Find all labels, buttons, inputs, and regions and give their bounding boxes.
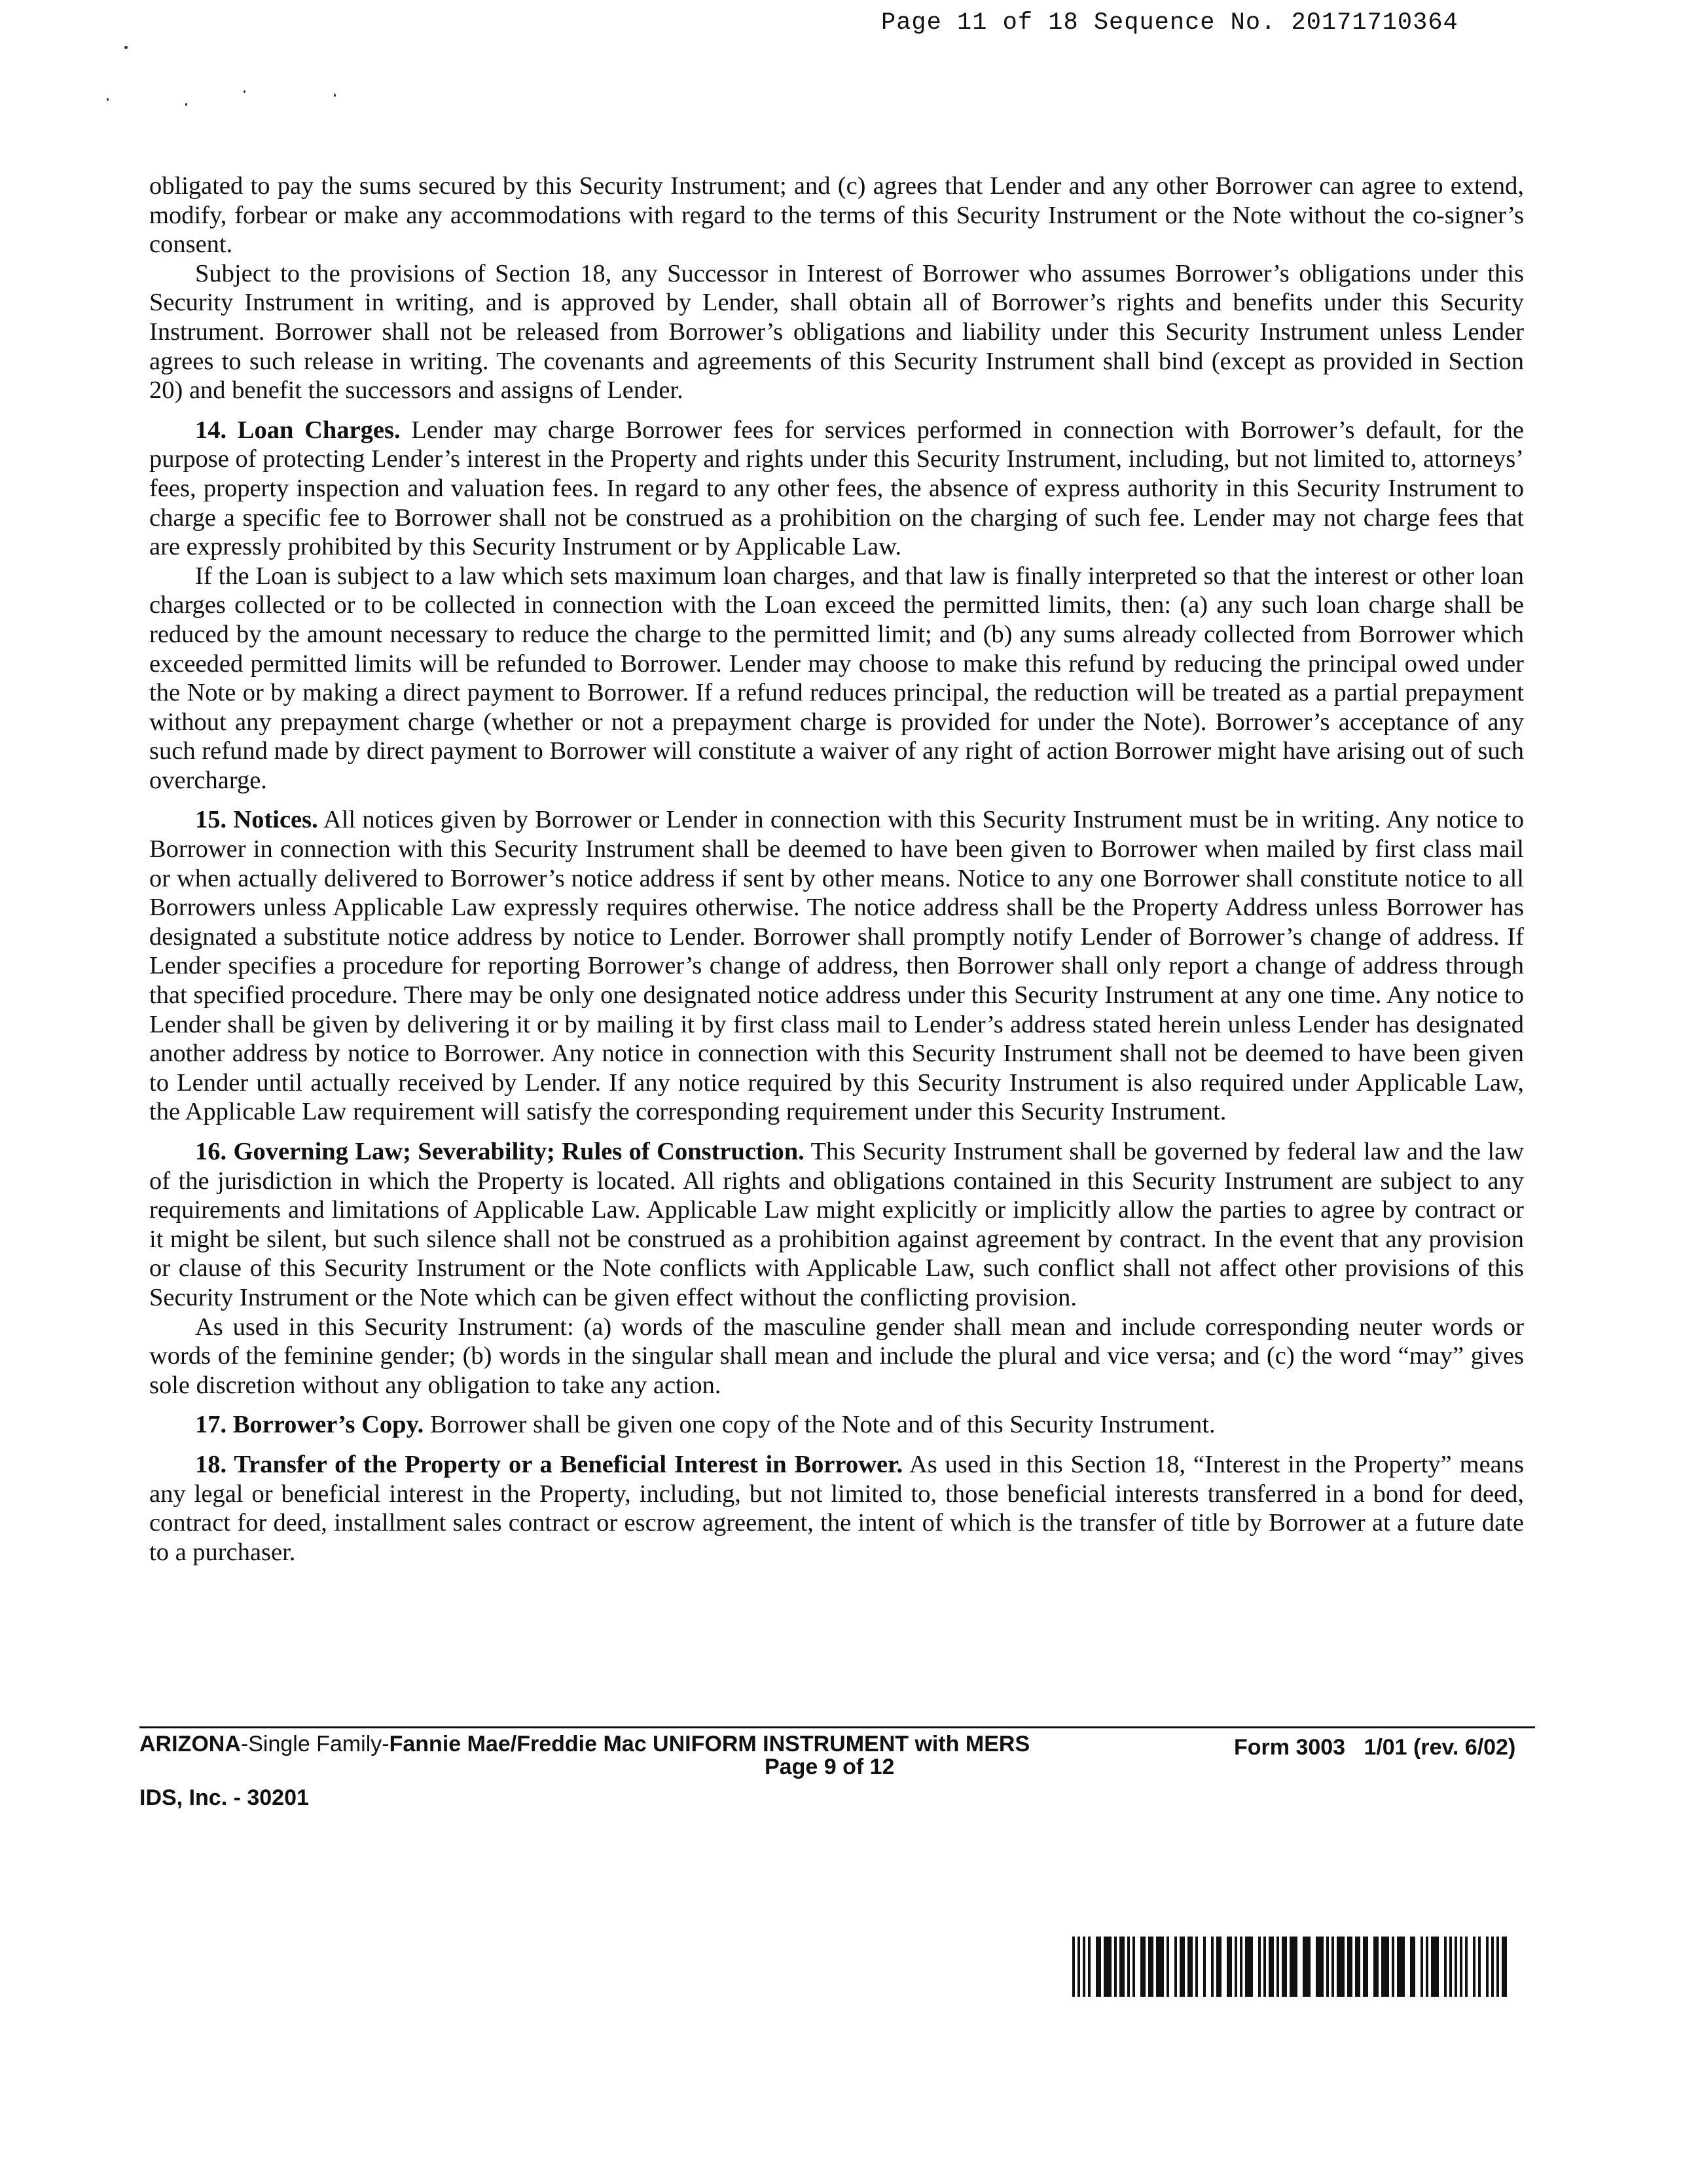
barcode-bar	[1235, 1937, 1237, 1997]
barcode-bar	[1491, 1937, 1494, 1997]
document-body	[149, 172, 1524, 1567]
barcode-bar	[1381, 1937, 1389, 1997]
barcode-bar	[1276, 1937, 1279, 1997]
footer-form-title	[139, 1732, 1030, 1757]
section-17-text: Borrower shall be given one copy of the Note and of this Security Instrument.	[424, 1411, 1216, 1439]
barcode-bar	[1355, 1937, 1360, 1997]
barcode-bar	[1203, 1937, 1206, 1997]
barcode-bar	[1421, 1937, 1423, 1997]
section-15-text: All notices given by Borrower or Lender in connection with this Security Instrument must be in writing. Any notice to Borrower in connection with this Security Instrument shall be deemed to have been given to Borrower when mailed by first class mail or when actually delivered to Borrower’s notice address if sent by other means. Notice to any one Borrower shall constitute notice to all Borrowers unless Applicable Law expressly requires otherwise. The notice address shall be the Property Address unless Borrower has designated a substitute notice address by notice to Lender. Borrower shall promptly notify Lender of Borrower’s change of address. If Lender specifies a procedure for reporting Borrower’s change of address, then Borrower shall only report a change of address through that specified procedure. There may be only one designated notice address under this Security Instrument at any one time. Any notice to Lender shall be given by delivering it or by mailing it by first class mail to Lender’s address stated herein unless Lender has designated another address by notice to Borrower. Any notice in connection with this Security Instrument shall not be deemed to have been given to Lender until actually received by Lender. If any notice required by this Security Instrument is also required under Applicable Law, the Applicable Law requirement will satisfy the corresponding requirement under this Security Instrument.	[149, 806, 1524, 1126]
barcode-bar	[1363, 1937, 1368, 1997]
barcode-bar	[1392, 1937, 1394, 1997]
barcode-bar	[1303, 1937, 1311, 1997]
barcode-bar	[1140, 1937, 1146, 1997]
barcode-bar	[1397, 1937, 1405, 1997]
barcode-bar	[1258, 1937, 1261, 1997]
barcode-bar	[1240, 1937, 1242, 1997]
footer-form-name: Fannie Mae/Freddie Mac UNIFORM INSTRUMENT with MERS	[389, 1732, 1030, 1756]
barcode-bar	[1455, 1937, 1457, 1997]
barcode-bar	[1410, 1937, 1415, 1997]
barcode-bar	[1444, 1937, 1447, 1997]
paragraph-cosigner: obligated to pay the sums secured by this Security Instrument; and (c) agrees that Lender and any other Borrower can agree to extend, modify, forbear or make any accommodations with regard to the terms of this Security Instrument or the Note without the co-signer’s consent.	[149, 172, 1524, 259]
scan-speck	[244, 90, 245, 93]
document-barcode	[1072, 1937, 1510, 1997]
barcode-bar	[1083, 1937, 1085, 1997]
section-18	[149, 1450, 1524, 1567]
barcode-bar	[1431, 1937, 1439, 1997]
section-14-text: Lender may charge Borrower fees for services performed in connection with Borrower’s default, for the purpose of protecting Lender’s interest in the Property and rights under this Security Instrument, including, but not limited to, attorneys’ fees, property inspection and valuation fees. In regard to any other fees, the absence of express authority in this Security Instrument to charge a specific fee to Borrower shall not be construed as a prohibition on the charging of such fee. Lender may not charge fees that are expressly prohibited by this Security Instrument or by Applicable Law.	[149, 416, 1525, 561]
barcode-bar	[1486, 1937, 1489, 1997]
barcode-bar	[1502, 1937, 1507, 1997]
barcode-bar	[1077, 1937, 1080, 1997]
barcode-bar	[1167, 1937, 1169, 1997]
barcode-bar	[1114, 1937, 1117, 1997]
barcode-bar	[1460, 1937, 1462, 1997]
barcode-bar	[1449, 1937, 1452, 1997]
section-15	[149, 805, 1524, 1127]
section-16-paragraph-2: As used in this Security Instrument: (a) words of the masculine gender shall mean and include corresponding neuter words or words of the feminine gender; (b) words in the singular shall mean and include the plural and vice versa; and (c) the word “may” gives sole discretion without any obligation to take any action.	[149, 1313, 1524, 1399]
barcode-bar	[1263, 1937, 1266, 1997]
barcode-bar	[1096, 1937, 1101, 1997]
section-18-text: As used in this Section 18, “Interest in the Property” means any legal or beneficial interest in the Property, including, but not limited to, those beneficial interests transferred in a bond for deed, contract for deed, installment sales contract or escrow agreement, the intent of which is the transfer of title by Borrower at a future date to a purchaser.	[149, 1450, 1524, 1566]
section-14-paragraph-2: If the Loan is subject to a law which sets maximum loan charges, and that law is finally interpreted so that the interest or other loan charges collected or to be collected in connection with the Loan exceed the permitted limits, then: (a) any such loan charge shall be reduced by the amount necessary to reduce the charge to the permitted limit; and (b) any sums already collected from Borrower which exceeded permitted limits will be refunded to Borrower. Lender may choose to make this refund by reducing the principal owed under the Note or by making a direct payment to Borrower. If a refund reduces principal, the reduction will be treated as a partial prepayment without any prepayment charge (whether or not a prepayment charge is provided for under the Note). Borrower’s acceptance of any such refund made by direct payment to Borrower will constitute a waiver of any right of action Borrower might have arising out of such overcharge.	[149, 562, 1524, 794]
barcode-bar	[1337, 1937, 1345, 1997]
barcode-bar	[1478, 1937, 1481, 1997]
barcode-bar	[1180, 1937, 1185, 1997]
barcode-bar	[1148, 1937, 1153, 1997]
scan-speck	[124, 46, 128, 49]
paragraph-successor: Subject to the provisions of Section 18, any Successor in Interest of Borrower who assumes Borrower’s obligations under this Security Instrument in writing, and is approved by Lender, shall obtain all of Borrower’s rights and benefits under this Security Instrument. Borrower shall not be released from Borrower’s obligations and liability under this Security Instrument unless Lender agrees to such release in writing. The covenants and agreements of this Security Instrument shall bind (except as provided in Section 20) and benefit the successors and assigns of Lender.	[149, 259, 1524, 405]
barcode-bar	[1269, 1937, 1274, 1997]
section-18-heading: 18. Transfer of the Property or a Beneficial Interest in Borrower.	[195, 1450, 903, 1478]
barcode-bar	[1326, 1937, 1329, 1997]
barcode-bar	[1156, 1937, 1164, 1997]
section-16	[149, 1137, 1524, 1313]
barcode-bar	[1227, 1937, 1232, 1997]
barcode-bar	[1195, 1937, 1198, 1997]
barcode-bar	[1088, 1937, 1091, 1997]
barcode-bar	[1072, 1937, 1075, 1997]
barcode-bar	[1331, 1937, 1334, 1997]
barcode-bar	[1211, 1937, 1214, 1997]
barcode-bar	[1496, 1937, 1499, 1997]
footer-form-number: Form 3003 1/01 (rev. 6/02)	[1234, 1735, 1516, 1760]
barcode-bar	[1216, 1937, 1222, 1997]
section-16-text: This Security Instrument shall be governed by federal law and the law of the jurisdiction in which the Property is located. All rights and obligations contained in this Security Instrument are subject to any requirements and limitations of Applicable Law. Applicable Law might explicitly or implicitly allow the parties to agree by contract or it might be silent, but such silence shall not be construed as a prohibition against agreement by contract. In the event that any provision or clause of this Security Instrument or the Note conflicts with Applicable Law, such conflict shall not affect other provisions of this Security Instrument or the Note which can be given effect without the conflicting provision.	[149, 1138, 1525, 1311]
section-14-heading: 14. Loan Charges.	[195, 416, 401, 444]
barcode-bar	[1347, 1937, 1352, 1997]
barcode-bar	[1373, 1937, 1379, 1997]
scan-speck	[185, 103, 187, 106]
barcode-bar	[1426, 1937, 1428, 1997]
barcode-bar	[1282, 1937, 1287, 1997]
footer-ids: IDS, Inc. - 30201	[139, 1785, 309, 1810]
section-14	[149, 416, 1524, 562]
barcode-bar	[1132, 1937, 1135, 1997]
barcode-bar	[1104, 1937, 1112, 1997]
footer-page-number: Page 9 of 12	[765, 1755, 895, 1779]
barcode-bar	[1473, 1937, 1475, 1997]
scan-speck	[334, 94, 336, 97]
barcode-bar	[1465, 1937, 1468, 1997]
barcode-bar	[1316, 1937, 1324, 1997]
barcode-bar	[1174, 1937, 1177, 1997]
barcode-bar	[1187, 1937, 1193, 1997]
scan-speck	[107, 98, 109, 101]
section-16-heading: 16. Governing Law; Severability; Rules of Construction.	[195, 1138, 805, 1165]
section-17	[149, 1410, 1524, 1440]
footer-state: ARIZONA	[139, 1732, 241, 1756]
section-17-heading: 17. Borrower’s Copy.	[195, 1411, 424, 1439]
footer-divider	[139, 1726, 1535, 1728]
page-sequence-header: Page 11 of 18 Sequence No. 20171710364	[881, 9, 1458, 37]
barcode-bar	[1245, 1937, 1253, 1997]
barcode-bar	[1119, 1937, 1125, 1997]
footer-form-desc: -Single Family-	[240, 1732, 389, 1756]
section-15-heading: 15. Notices.	[195, 806, 318, 834]
barcode-bar	[1127, 1937, 1130, 1997]
barcode-bar	[1290, 1937, 1297, 1997]
